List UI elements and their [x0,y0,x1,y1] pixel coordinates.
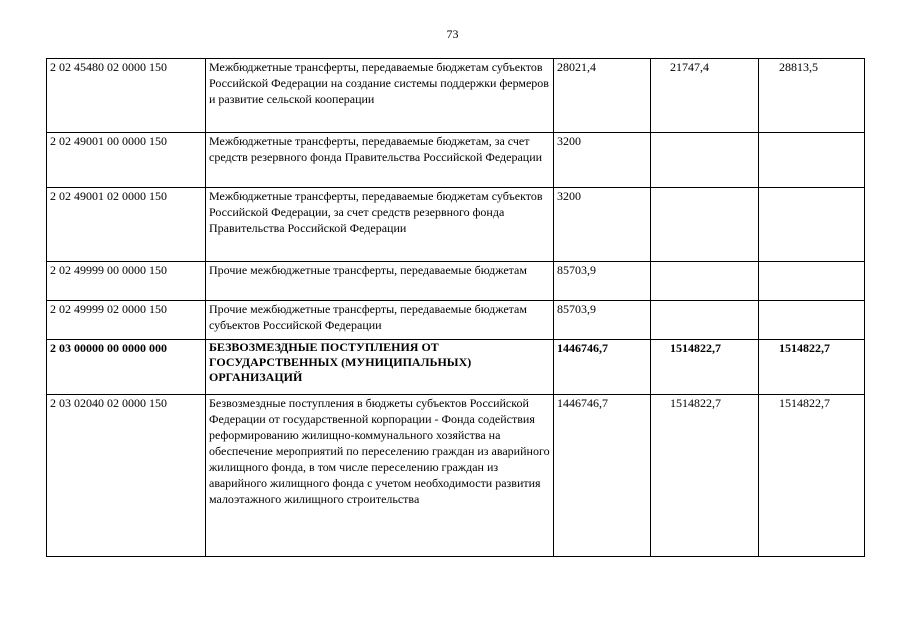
row-value-3 [759,133,865,188]
row-code: 2 02 49999 02 0000 150 [47,301,206,340]
row-value-3: 1514822,7 [759,340,865,395]
table-row [47,133,865,188]
table-row [47,262,865,301]
row-value-2: 21747,4 [651,59,759,133]
row-value-3 [759,301,865,340]
row-value-1: 28021,4 [554,59,651,133]
table-row [47,395,865,557]
table-row-total [47,340,865,395]
table-row [47,301,865,340]
row-value-1: 3200 [554,133,651,188]
row-value-1: 85703,9 [554,262,651,301]
row-value-1: 3200 [554,188,651,262]
row-value-3: 1514822,7 [759,395,865,557]
row-value-2 [651,188,759,262]
row-code: 2 03 00000 00 0000 000 [47,340,206,395]
row-name: Прочие межбюджетные трансферты, передаваемые бюджетам [206,262,554,301]
row-code: 2 02 49001 00 0000 150 [47,133,206,188]
row-name: Межбюджетные трансферты, передаваемые бюджетам, за счет средств резервного фонда Правительства Российской Федерации [206,133,554,188]
row-value-2: 1514822,7 [651,340,759,395]
row-value-1: 85703,9 [554,301,651,340]
row-code: 2 02 45480 02 0000 150 [47,59,206,133]
row-name: Прочие межбюджетные трансферты, передаваемые бюджетам субъектов Российской Федерации [206,301,554,340]
row-code: 2 02 49999 00 0000 150 [47,262,206,301]
row-value-2: 1514822,7 [651,395,759,557]
row-value-2 [651,301,759,340]
row-value-1: 1446746,7 [554,340,651,395]
row-code: 2 02 49001 02 0000 150 [47,188,206,262]
row-name: Межбюджетные трансферты, передаваемые бюджетам субъектов Российской Федерации на создание системы поддержки фермеров и развитие сельской кооперации [206,59,554,133]
page-number: 73 [446,27,459,41]
row-value-3: 28813,5 [759,59,865,133]
row-value-1: 1446746,7 [554,395,651,557]
table-row [47,188,865,262]
row-name: Межбюджетные трансферты, передаваемые бюджетам субъектов Российской Федерации, за счет средств резервного фонда Правительства Российской Федерации [206,188,554,262]
budget-table [46,58,865,557]
row-value-2 [651,262,759,301]
row-value-2 [651,133,759,188]
row-name: БЕЗВОЗМЕЗДНЫЕ ПОСТУПЛЕНИЯ ОТ ГОСУДАРСТВЕННЫХ (МУНИЦИПАЛЬНЫХ) ОРГАНИЗАЦИЙ [206,340,554,395]
row-value-3 [759,262,865,301]
row-value-3 [759,188,865,262]
table-row [47,59,865,133]
row-name: Безвозмездные поступления в бюджеты субъектов Российской Федерации от государственной корпорации - Фонда содействия реформированию жилищно-коммунального хозяйства на обеспечение мероприятий по переселению граждан из аварийного жилищного фонда, в том числе переселению граждан из аварийного жилищного фонда с учетом необходимости развития малоэтажного жилищного строительства [206,395,554,557]
row-code: 2 03 02040 02 0000 150 [47,395,206,557]
